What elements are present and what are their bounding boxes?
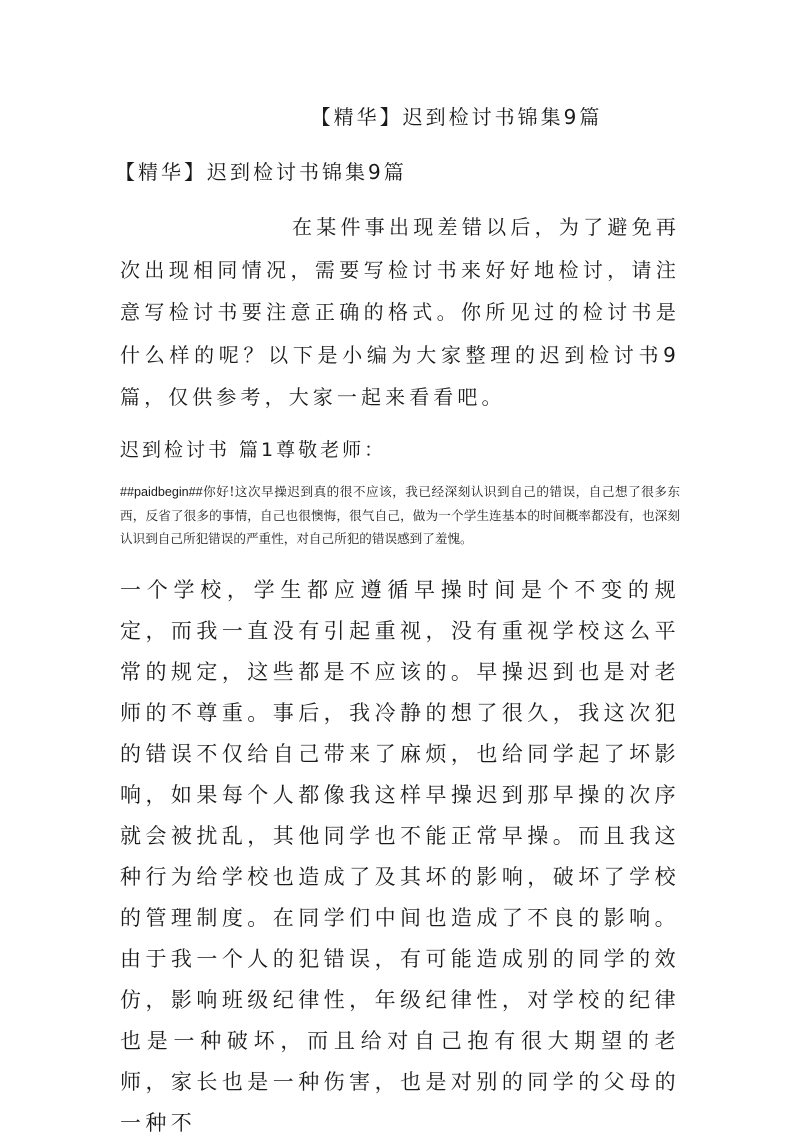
intro-paragraph: 在某件事出现差错以后，为了避免再次出现相同情况，需要写检讨书来好好地检讨，请注意写检讨书要注意正确的格式。你所见过的检讨书是什么样的呢？以下是小编为大家整理的迟到检讨书9篇，仅供参考，大家一起来看看吧。 [120,215,680,409]
paid-marker: ##paidbegin## [120,485,203,499]
small-paragraph [120,480,680,550]
section-heading: 迟到检讨书 篇1尊敬老师： [120,439,387,461]
small-paragraph-text: 你好!这次早操迟到真的很不应该，我已经深刻认识到自己的错误，自己想了很多东西，反省了很多的事情，自己也很懊悔，很气自己，做为一个学生连基本的时间概率都没有，也深刻认识到自己所犯错误的严重性，对自己所犯的错误感到了羞愧。 [120,484,680,546]
document-subtitle: 【精华】迟到检讨书锦集9篇 [115,160,407,184]
body-paragraph: 一个学校，学生都应遵循早操时间是个不变的规定，而我一直没有引起重视，没有重视学校这么平常的规定，这些都是不应该的。早操迟到也是对老师的不尊重。事后，我冷静的想了很久，我这次犯的错误不仅给自己带来了麻烦，也给同学起了坏影响，如果每个人都像我这样早操迟到那早操的次序就会被扰乱，其他同学也不能正常早操。而且我这种行为给学校也造成了及其坏的影响，破坏了学校的管理制度。在同学们中间也造成了不良的影响。由于我一个人的犯错误，有可能造成别的同学的效仿，影响班级纪律性，年级纪律性，对学校的纪律也是一种破坏，而且给对自己抱有很大期望的老师，家长也是一种伤害，也是对别的同学的父母的一种不 [120,578,680,1135]
document-title: 【精华】迟到检讨书锦集9篇 [310,105,603,129]
